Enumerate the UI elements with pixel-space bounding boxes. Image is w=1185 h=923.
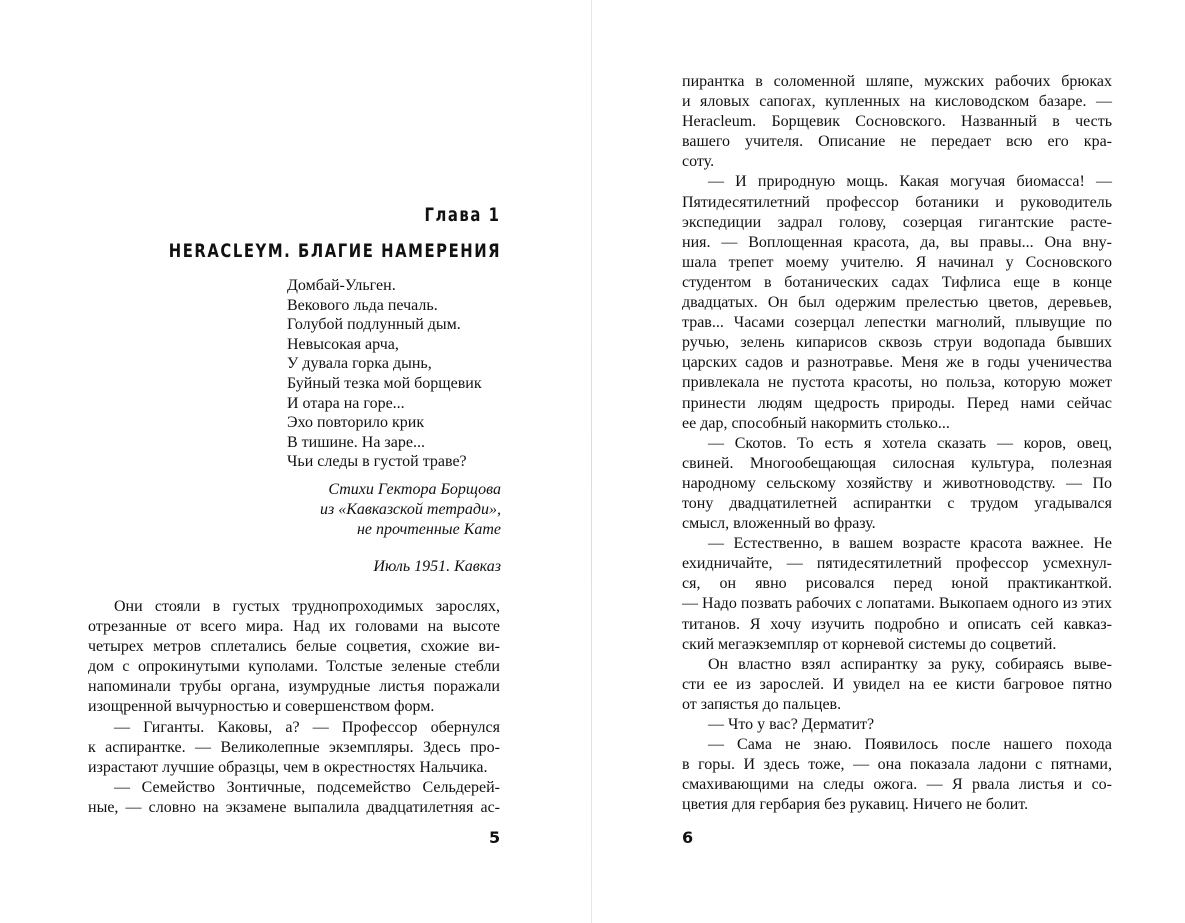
text-line: изощренной вычурностью и совершенством форм. — [88, 698, 435, 716]
poem-line: Голубой подлунный дым. — [287, 316, 461, 334]
text-line: ее дар, способный накормить столько... — [682, 414, 950, 432]
poem-line: И отара на горе... — [287, 394, 405, 412]
text-line: шала трепет моему учителю. Я начинал у Сосновского — [682, 253, 1112, 271]
text-line: — Что у вас? Дерматит? — [708, 716, 875, 733]
text-line: экспедиции задрал голову, созерцая гигантские расте- — [682, 213, 1112, 231]
text-line: в горы. И здесь тоже, — она показала ладони с пятнами, — [682, 756, 1112, 774]
text-line: сти ее из зарослей. И увидел на ее кисти багровое пятно — [682, 675, 1112, 693]
right-body-text — [682, 72, 1112, 815]
poem-line: Эхо повторило крик — [287, 414, 425, 432]
text-line: к аспирантке. — Великолепные экземпляры. Здесь про- — [88, 738, 500, 756]
attribution-line: Стихи Гектора Борщова — [328, 481, 501, 498]
text-line: отрезанные от всего мира. Над их головами на высоте — [88, 618, 500, 636]
text-line: вашего учителя. Описание не передает всю его кра- — [682, 133, 1112, 151]
poem-line: У дувала горка дынь, — [287, 355, 432, 373]
epigraph-attribution — [320, 480, 501, 540]
text-line: Heracleum. Борщевик Сосновского. Названный в честь — [682, 113, 1112, 131]
text-line: ехидничайте, — пятидесятилетний профессор усмехнул- — [682, 555, 1112, 573]
text-line: пирантка в соломенной шляпе, мужских рабочих брюках — [682, 73, 1112, 90]
epigraph-poem — [287, 276, 482, 472]
text-line: и яловых сапогах, купленных на кисловодском базаре. — — [682, 93, 1112, 111]
poem-line: Чьи следы в густой траве? — [287, 453, 467, 471]
text-line: народному сельскому хозяйству и животноводству. — По — [682, 474, 1112, 492]
text-line: смысл, вложенный во фразу. — [682, 515, 876, 533]
chapter-number: Глава 1 — [424, 204, 501, 226]
text-line: цветия для гербария без рукавиц. Ничего не болит. — [682, 796, 1029, 814]
poem-line: Домбай-Ульген. — [287, 277, 396, 294]
page-number: 5 — [489, 828, 501, 847]
text-line: напоминали трубы органа, изумрудные листья поражали — [88, 678, 500, 696]
right-page — [592, 0, 1185, 923]
text-line: Пятидесятилетний профессор ботаники и руководитель — [682, 193, 1112, 211]
poem-line: В тишине. На заре... — [287, 433, 425, 451]
text-line: смахивающими на следы ожога. — Я рвала листья и со- — [682, 776, 1112, 794]
text-line: — Семейство Зонтичные, подсемейство Сельдерей- — [114, 778, 500, 796]
text-line: от запястья до пальцев. — [682, 695, 842, 713]
text-line: двадцатых. Он был одержим прелестью цветов, деревьев, — [682, 294, 1112, 312]
page-number: 6 — [682, 828, 694, 847]
text-line: — Сама не знаю. Появилось после нашего похода — [708, 736, 1112, 754]
text-line: — Гиганты. Каковы, а? — Профессор обернулся — [114, 718, 500, 736]
text-line: — Естественно, в вашем возрасте красота важнее. Не — [708, 535, 1112, 553]
text-line: титанов. Я хочу изучить подробно и описать сей кавказ- — [682, 615, 1112, 633]
text-line: — И природную мощь. Какая могучая биомасса! — — [708, 173, 1112, 191]
text-line: израстают лучшие образцы, чем в окрестностях Нальчика. — [88, 758, 488, 776]
text-line: ся, он явно рисовался перед юной практиканткой. — [682, 575, 1112, 593]
left-page — [0, 0, 591, 923]
text-line: Они стояли в густых труднопроходимых зарослях, — [114, 598, 500, 615]
text-line: четырех метров сплетались белые соцветия, схожие ви- — [88, 638, 500, 656]
chapter-title: HERACLEYM. БЛАГИЕ НАМЕРЕНИЯ — [168, 240, 501, 262]
text-line: ский мегаэкземпляр от корневой системы до соцветий. — [682, 635, 1057, 653]
poem-line: Буйный тезка мой борщевик — [287, 374, 482, 392]
left-body-text — [88, 597, 500, 818]
poem-line: Векового льда печаль. — [287, 296, 438, 314]
text-line: Он властно взял аспирантку за руку, собираясь выве- — [708, 655, 1112, 673]
place-date: Июль 1951. Кавказ — [373, 558, 501, 575]
text-line: дом с опрокинутыми куполами. Толстые зеленые стебли — [88, 658, 500, 676]
text-line: тону двадцатилетней аспирантки с трудом угадывался — [682, 494, 1112, 512]
attribution-line: из «Кавказской тетради», — [320, 501, 501, 518]
text-line: студентом в ботанических садах Тифлиса еще в конце — [682, 273, 1112, 291]
text-line: — Скотов. То есть я хотела сказать — коров, овец, — [708, 434, 1112, 452]
text-line: ния. — Воплощенная красота, да, вы правы... Она вну- — [682, 233, 1112, 251]
text-line: — Надо позвать рабочих с лопатами. Выкопаем одного из этих — [682, 595, 1112, 613]
text-line: ные, — словно на экзамене выпалила двадцатилетняя ас- — [88, 798, 500, 816]
poem-line: Невысокая арча, — [287, 335, 399, 353]
text-line: соту. — [682, 153, 715, 171]
text-line: свиней. Многообещающая силосная культура, полезная — [682, 454, 1112, 472]
text-line: царских садов и разнотравье. Меня же в годы ученичества — [682, 354, 1112, 372]
text-line: ручью, зелень кипарисов сквозь струи водопада бывших — [682, 334, 1112, 352]
text-line: трав... Часами созерцал лепестки магнолий, плывущие по — [682, 314, 1112, 332]
text-line: привлекала не пустота красоты, но польза, которую может — [682, 374, 1112, 392]
attribution-line: не прочтенные Кате — [356, 521, 501, 538]
text-line: принести людям щедрость природы. Перед нами сейчас — [682, 394, 1112, 412]
